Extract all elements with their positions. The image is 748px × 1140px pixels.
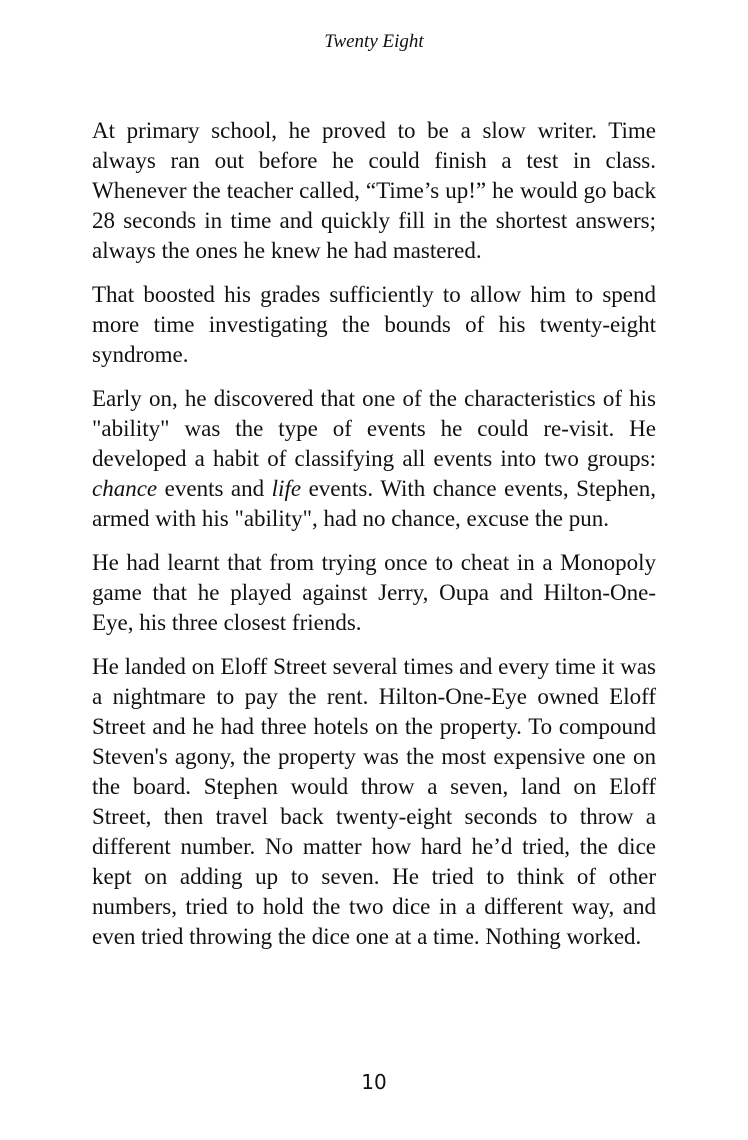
paragraph-3-part-1: Early on, he discovered that one of the characteristics of his "ability" was the type of events he could re-visit. He developed a habit of classifying all events into two groups: [92, 386, 656, 471]
page-number: 10 [361, 1070, 387, 1094]
body-text [92, 116, 656, 966]
italic-chance: chance [92, 476, 158, 501]
paragraph-3-part-2: events and [157, 476, 272, 501]
paragraph-3 [92, 384, 656, 534]
paragraph-4: He had learnt that from trying once to cheat in a Monopoly game that he played against Jerry, Oupa and Hilton-One-Eye, his three closest friends. [92, 550, 656, 635]
paragraph-1: At primary school, he proved to be a slow writer. Time always ran out before he could finish a test in class. Whenever the teacher called, “Time’s up!” he would go back 28 seconds in time and quickly fill in the shortest answers; always the ones he knew he had mastered. [92, 118, 656, 263]
running-head-title: Twenty Eight [324, 31, 424, 52]
paragraph-3-part-3: events. With chance events, Stephen, armed with his "ability", had no chance, excuse the pun. [92, 476, 657, 531]
paragraph-2: That boosted his grades sufficiently to allow him to spend more time investigating the bounds of his twenty-eight syndrome. [92, 282, 656, 367]
italic-life: life [271, 476, 302, 501]
paragraph-5: He landed on Eloff Street several times and every time it was a nightmare to pay the rent. Hilton-One-Eye owned Eloff Street and he had three hotels on the property. To compound Steven's agony, the property was the most expensive one on the board. Stephen would throw a seven, land on Eloff Street, then travel back twenty-eight seconds to throw a different number. No matter how hard he’d tried, the dice kept on adding up to seven. He tried to think of other numbers, tried to hold the two dice in a different way, and even tried throwing the dice one at a time. Nothing worked. [92, 654, 656, 949]
